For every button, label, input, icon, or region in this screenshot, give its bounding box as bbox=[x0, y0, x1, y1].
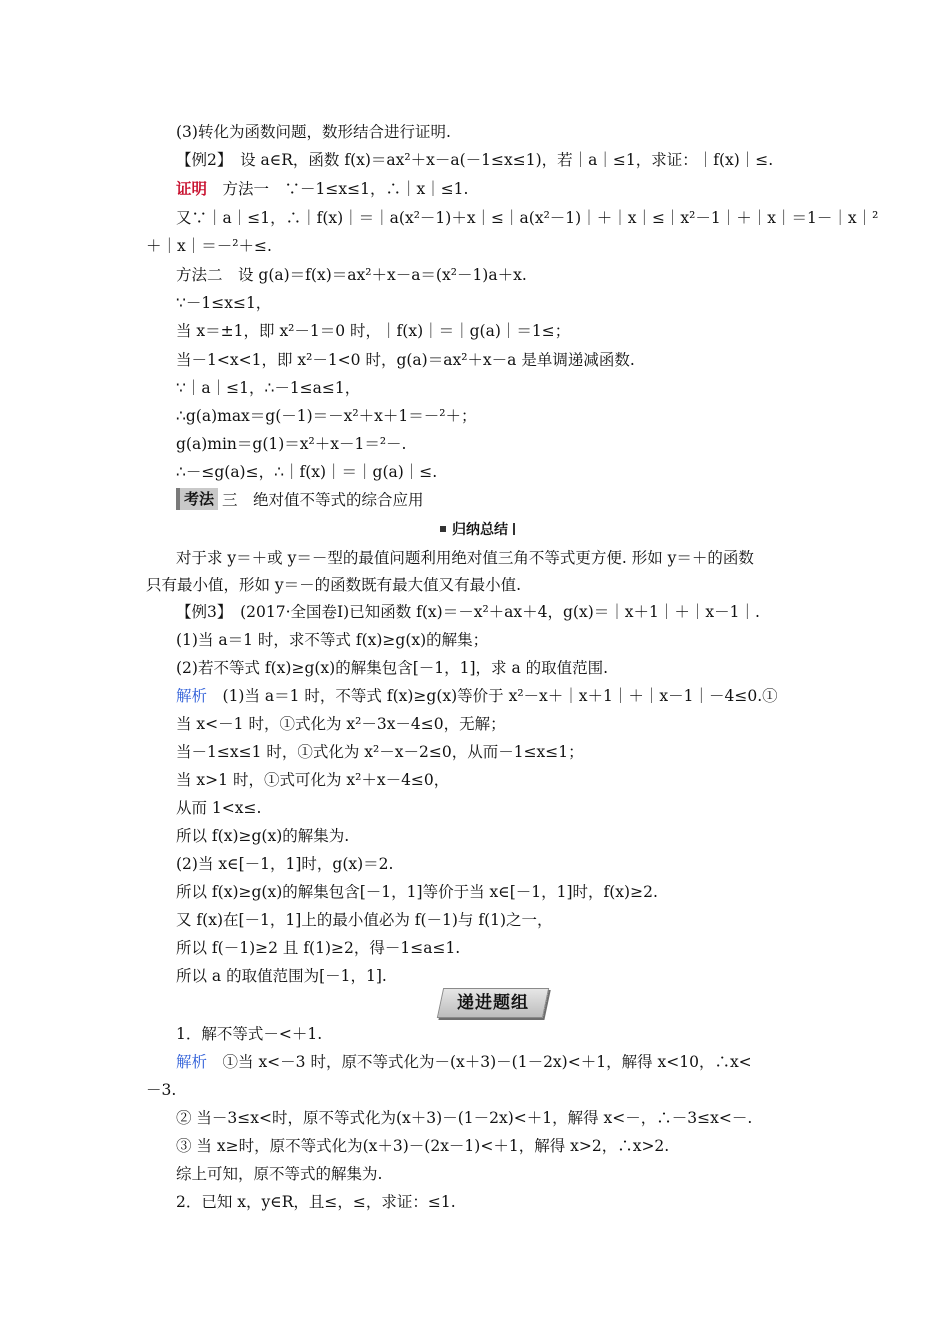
text-line: (2)当 x∈[－1，1]时，g(x)＝2. bbox=[176, 855, 394, 873]
section-heading bbox=[176, 487, 424, 511]
text-line: ∵｜a｜≤1，∴－1≤a≤1， bbox=[176, 379, 361, 397]
bar-icon bbox=[513, 523, 515, 535]
text-line: ＋｜x｜＝－²＋≤. bbox=[146, 237, 272, 255]
text-line: 从而 1<x≤. bbox=[176, 799, 262, 817]
analysis-text: (1)当 a＝1 时，不等式 f(x)≥g(x)等价于 x²－x＋｜x＋1｜＋｜x－1｜－4≤0.① bbox=[207, 687, 778, 705]
text-line: ∴g(a)max＝g(－1)＝－x²＋x＋1＝－²＋； bbox=[176, 407, 477, 425]
text-line: ∵－1≤x≤1， bbox=[176, 294, 272, 312]
text-line: (1)当 a＝1 时，求不等式 f(x)≥g(x)的解集； bbox=[176, 631, 489, 649]
text-line: 当－1<x<1，即 x²－1<0 时，g(a)＝ax²＋x－a 是单调递减函数. bbox=[176, 351, 635, 369]
analysis-line bbox=[176, 1052, 752, 1072]
proof-text: 方法一 ∵－1≤x≤1，∴｜x｜≤1. bbox=[207, 180, 469, 198]
exercise-2: 2．已知 x，y∈R，且≤，≤，求证：≤1. bbox=[176, 1193, 456, 1211]
text-line: ③ 当 x≥时，原不等式化为(x＋3)－(2x－1)<＋1，解得 x>2，∴x>2. bbox=[176, 1137, 670, 1155]
text-line: 所以 a 的取值范围为[－1，1]. bbox=[176, 967, 387, 985]
text-line: 所以 f(－1)≥2 且 f(1)≥2，得－1≤a≤1. bbox=[176, 939, 461, 957]
analysis-label: 解析 bbox=[176, 687, 208, 705]
proof-label: 证明 bbox=[176, 179, 208, 198]
text-line: g(a)min＝g(1)＝x²＋x－1＝²－. bbox=[176, 435, 407, 453]
text-line: 只有最小值，形如 y＝－的函数既有最大值又有最小值. bbox=[146, 576, 522, 594]
summary-title: 归纳总结 bbox=[452, 522, 508, 538]
text-line: 对于求 y＝＋或 y＝－型的最值问题利用绝对值三角不等式更方便. 形如 y＝＋的函数 bbox=[176, 549, 754, 567]
text-line: 当－1≤x≤1 时，①式化为 x²－x－2≤0，从而－1≤x≤1； bbox=[176, 743, 584, 761]
text-line: (3)转化为函数问题，数形结合进行证明. bbox=[176, 123, 451, 141]
text-line: ② 当－3≤x<时，原不等式化为(x＋3)－(1－2x)<＋1，解得 x<－，∴－3≤x<－. bbox=[176, 1109, 753, 1127]
analysis-text: ①当 x<－3 时，原不等式化为－(x＋3)－(1－2x)<＋1，解得 x<10，∴x< bbox=[207, 1053, 752, 1071]
summary-heading bbox=[440, 519, 515, 539]
analysis-line bbox=[176, 686, 778, 706]
text-line: 所以 f(x)≥g(x)的解集包含[－1，1]等价于当 x∈[－1，1]时，f(x)≥2. bbox=[176, 883, 658, 901]
text-line: 综上可知，原不等式的解集为. bbox=[176, 1165, 383, 1183]
text-line: 当 x>1 时，①式可化为 x²＋x－4≤0， bbox=[176, 771, 450, 789]
text-line: －3. bbox=[146, 1081, 177, 1099]
banner-title: 递进题组 bbox=[457, 993, 529, 1013]
example-2-statement: 【例2】 设 a∈R，函数 f(x)＝ax²＋x－a(－1≤x≤1)，若｜a｜≤1，求证：｜f(x)｜≤. bbox=[176, 151, 774, 169]
text-line: ∴－≤g(a)≤，∴｜f(x)｜＝｜g(a)｜≤. bbox=[176, 463, 438, 481]
kaofa-badge: 考法 bbox=[176, 488, 218, 510]
text-line: 又 f(x)在[－1，1]上的最小值必为 f(－1)与 f(1)之一， bbox=[176, 911, 553, 929]
text-line: 又∵｜a｜≤1，∴｜f(x)｜＝｜a(x²－1)＋x｜≤｜a(x²－1)｜＋｜x｜≤｜x²－1｜＋｜x｜＝1－｜x｜² bbox=[176, 209, 879, 227]
proof-line bbox=[176, 179, 468, 199]
analysis-label: 解析 bbox=[176, 1053, 208, 1071]
section-title: 三 绝对值不等式的综合应用 bbox=[222, 491, 424, 509]
text-line: 所以 f(x)≥g(x)的解集为. bbox=[176, 827, 350, 845]
text-line: 当 x<－1 时，①式化为 x²－3x－4≤0，无解； bbox=[176, 715, 506, 733]
text-line: 当 x＝±1，即 x²－1＝0 时，｜f(x)｜＝｜g(a)｜＝1≤； bbox=[176, 322, 571, 340]
text-line: (2)若不等式 f(x)≥g(x)的解集包含[－1，1]，求 a 的取值范围. bbox=[176, 659, 609, 677]
square-bullet-icon bbox=[440, 526, 446, 532]
text-line: 方法二 设 g(a)＝f(x)＝ax²＋x－a＝(x²－1)a＋x. bbox=[176, 266, 527, 284]
exercise-1: 1．解不等式－<＋1. bbox=[176, 1025, 323, 1043]
example-3-statement: 【例3】 (2017·全国卷Ⅰ)已知函数 f(x)＝－x²＋ax＋4，g(x)＝｜x＋1｜＋｜x－1｜. bbox=[176, 603, 760, 621]
